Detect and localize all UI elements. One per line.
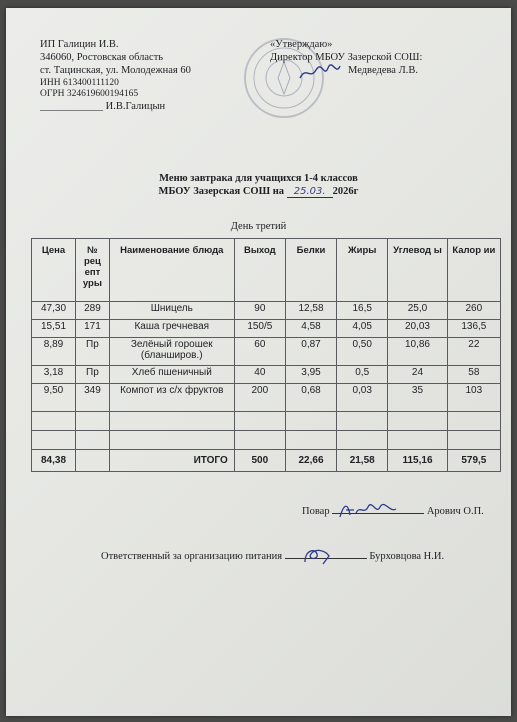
cook-name: Арович О.П. [426,506,484,517]
cook-signature-block [302,506,484,517]
cook-signature-icon [332,499,402,521]
cell: 10,86 [388,338,447,366]
cell: 16,5 [337,302,388,320]
cell: 150/5 [234,320,285,338]
header-left [40,38,270,113]
cell: 15,51 [32,320,76,338]
cell: Каша гречневая [109,320,234,338]
cell: 20,03 [388,320,447,338]
cell: 24 [388,366,447,384]
total-cell: ИТОГО [109,450,234,472]
cell: 25,0 [388,302,447,320]
cell: Пр [76,338,110,366]
cell: 9,50 [32,384,76,412]
responsible-label: Ответственный за организацию питания [101,551,283,562]
cell: 3,95 [285,366,336,384]
cell: 0,50 [337,338,388,366]
responsible-name: Бурховцова Н.И. [369,551,445,562]
cell: Компот из с/х фруктов [109,384,234,412]
header-left-line: ст. Тацинская, ул. Молодежная 60 [40,65,191,77]
director-name: Медведева Л.В. [348,65,418,77]
menu-table [31,238,501,472]
cell: Шницель [109,302,234,320]
total-cell: 579,5 [447,450,500,472]
cell: 58 [447,366,500,384]
year: 2026г [332,186,359,197]
col-header: Белки [285,239,336,302]
col-header: Углевод ы [388,239,447,302]
cell: 4,58 [285,320,336,338]
cell: Пр [76,366,110,384]
document-sheet [6,8,511,716]
col-header: № рец епт уры [76,239,110,302]
header-left-signature: ____________ И.В.Галицын [40,100,166,112]
cook-label: Повар [302,506,330,517]
cell: 289 [76,302,110,320]
cell: 8,89 [32,338,76,366]
header-left-ogrn: ОГРН 324619600194165 [40,88,139,99]
total-cell: 500 [234,450,285,472]
cell: 0,03 [337,384,388,412]
cell: 0,87 [285,338,336,366]
total-cell: 21,58 [337,450,388,472]
col-header: Выход [234,239,285,302]
cell: Зелёный горошек (бланширов.) [109,338,234,366]
cell: 3,18 [32,366,76,384]
table-total-row [32,450,501,472]
day-label: День третий [230,221,287,232]
cell: 260 [447,302,500,320]
cell: 136,5 [447,320,500,338]
menu-subtitle [6,186,511,198]
header-left-line: 346060, Ростовская область [40,52,164,64]
cell: 60 [234,338,285,366]
header-left-inn: ИНН 613400111120 [40,77,119,88]
cook-signature-line [332,513,424,514]
responsible-signature-block [101,551,444,562]
table-row [32,338,501,366]
responsible-signature-icon [285,544,345,566]
menu-title: Меню завтрака для учащихся 1-4 классов [159,173,358,184]
table-row-empty [32,412,501,431]
cell: 47,30 [32,302,76,320]
school-name: МБОУ Зазерская СОШ на [158,186,287,197]
table-row [32,302,501,320]
approve-label: «Утверждаю» [270,39,333,50]
table-row [32,366,501,384]
table-row [32,320,501,338]
table-row [32,384,501,412]
cell: 103 [447,384,500,412]
cell: 0,68 [285,384,336,412]
cell: 40 [234,366,285,384]
cell: 12,58 [285,302,336,320]
total-cell: 115,16 [388,450,447,472]
cell: 0,5 [337,366,388,384]
cell: 200 [234,384,285,412]
director-position: Директор МБОУ Зазерской СОШ: [270,52,423,64]
table-header-row [32,239,501,302]
cell: 4,05 [337,320,388,338]
header-left-line: ИП Галицин И.В. [40,39,119,50]
cell: 349 [76,384,110,412]
responsible-signature-line [285,558,367,559]
cell: 90 [234,302,285,320]
director-signature-icon [298,62,342,84]
total-cell: 84,38 [32,450,76,472]
col-header: Калор ии [447,239,500,302]
col-header: Жиры [337,239,388,302]
total-cell: 22,66 [285,450,336,472]
handwritten-date: 25.03. [287,186,333,198]
cell: 171 [76,320,110,338]
col-header: Наименование блюда [109,239,234,302]
cell: 22 [447,338,500,366]
cell: 35 [388,384,447,412]
table-row-empty [32,431,501,450]
col-header: Цена [32,239,76,302]
cell: Хлеб пшеничный [109,366,234,384]
total-cell [76,450,110,472]
